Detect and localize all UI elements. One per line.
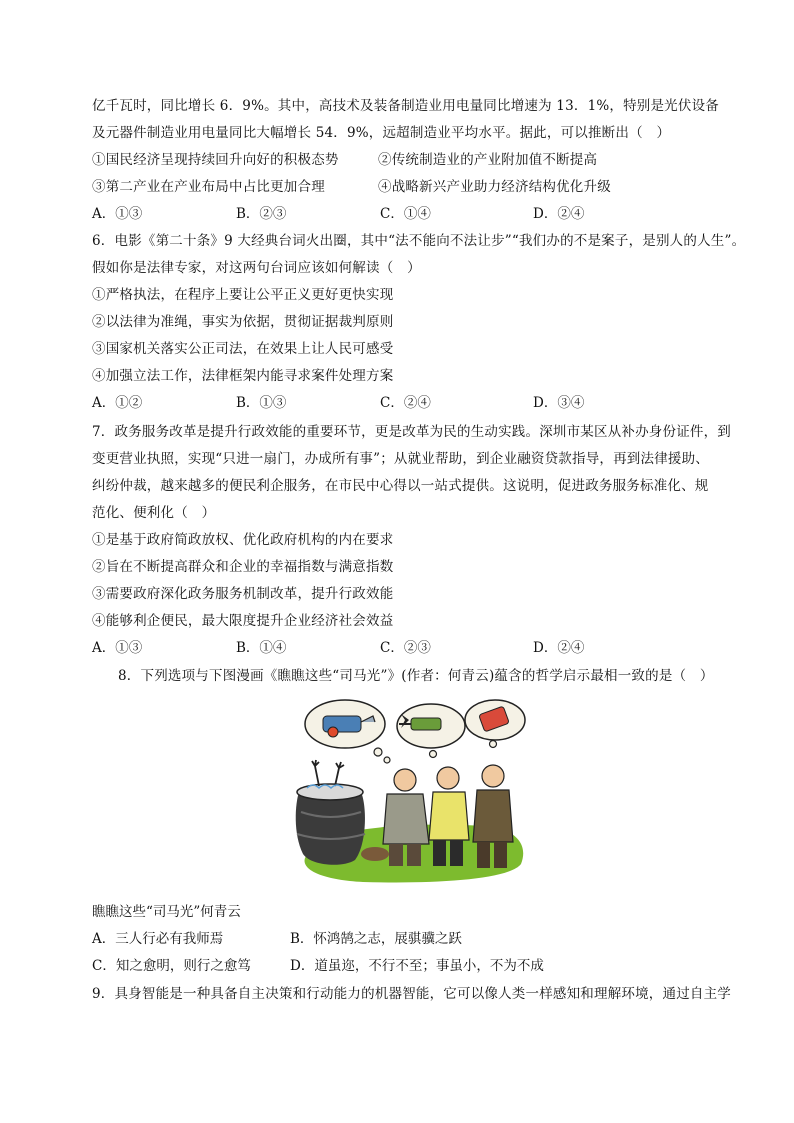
q6-item-1: ①严格执法，在程序上要让公平正义更好更快实现 <box>92 287 394 303</box>
q8-option-b[interactable]: B．怀鸿鹄之志，展骐骥之跃 <box>290 931 462 947</box>
q5-item-2: ②传统制造业的产业附加值不断提高 <box>378 152 598 168</box>
q7-stem-line-4: 范化、便利化（ ） <box>92 505 216 521</box>
q7-item-3: ③需要政府深化政务服务机制改革，提升行政效能 <box>92 586 394 602</box>
man-2-body <box>429 792 469 840</box>
q5-option-a[interactable]: A．①③ <box>92 206 143 222</box>
q5-stem-line-2: 及元器件制造业用电量同比大幅增长 54．9%，远超制造业平均水平。据此，可以推断出（ ） <box>92 125 671 141</box>
q9-stem-line-1: 9．具身智能是一种具备自主决策和行动能力的机器智能，它可以像人类一样感知和理解环境，通过自主学 <box>92 986 731 1002</box>
cartoon-caption: 瞧瞧这些“司马光”何青云 <box>92 904 241 920</box>
q7-stem-line-2: 变更营业执照，实现“只进一扇门，办成所有事”；从就业帮助，到企业融资贷款指导，再到法律援助、 <box>92 451 710 467</box>
q7-stem-line-1: 7．政务服务改革是提升行政效能的重要环节，更是改革为民的生动实践。深圳市某区从补办身份证件，到 <box>92 424 731 440</box>
q6-item-3: ③国家机关落实公正司法，在效果上让人民可感受 <box>92 341 394 357</box>
q8-option-c[interactable]: C．知之愈明，则行之愈笃 <box>92 958 251 974</box>
water-jar <box>296 792 365 865</box>
man-1-body <box>383 794 429 844</box>
q7-item-2: ②旨在不断提高群众和企业的幸福指数与满意指数 <box>92 559 394 575</box>
q8-option-a[interactable]: A．三人行必有我师焉 <box>92 931 224 947</box>
man-1-head <box>394 769 416 791</box>
man-3-body <box>473 790 513 842</box>
q8-option-d[interactable]: D．道虽迩，不行不至；事虽小，不为不成 <box>290 958 544 974</box>
q6-option-b[interactable]: B．①③ <box>236 395 287 411</box>
q7-item-1: ①是基于政府简政放权、优化政府机构的内在要求 <box>92 532 394 548</box>
q7-stem-line-3: 纠纷仲裁，越来越多的便民利企服务，在市民中心得以一站式提供。这说明，促进政务服务标准化、规 <box>92 478 709 494</box>
q8-stem: 8．下列选项与下图漫画《瞧瞧这些“司马光”》(作者：何青云)蕴含的哲学启示最相一致的是（ ） <box>118 668 714 684</box>
q5-stem-line-1: 亿千瓦时，同比增长 6．9%。其中，高技术及装备制造业用电量同比增速为 13．1%，特别是光伏设备 <box>92 98 719 114</box>
q5-option-c[interactable]: C．①④ <box>380 206 431 222</box>
q7-item-4: ④能够利企便民，最大限度提升企业经济社会效益 <box>92 613 394 629</box>
rock <box>361 847 389 861</box>
child-hand-right <box>335 762 344 786</box>
q6-stem-line-2: 假如你是法律专家，对这两句台词应该如何解读（ ） <box>92 260 421 276</box>
q6-option-a[interactable]: A．①② <box>92 395 143 411</box>
q6-option-c[interactable]: C．②④ <box>380 395 431 411</box>
q6-item-4: ④加强立法工作，法律框架内能寻求案件处理方案 <box>92 368 394 384</box>
q7-option-d[interactable]: D．②④ <box>533 640 585 656</box>
child-hand-left <box>312 760 319 786</box>
man-3-head <box>482 765 504 787</box>
q6-stem-line-1: 6．电影《第二十条》9 大经典台词火出圈，其中“法不能向不法让步”“我们办的不是案子，是别人的人生”。 <box>92 233 746 249</box>
cartoon-illustration <box>283 694 529 884</box>
q5-item-4: ④战略新兴产业助力经济结构优化升级 <box>378 179 611 195</box>
q7-option-c[interactable]: C．②③ <box>380 640 431 656</box>
q6-item-2: ②以法律为准绳，事实为依据，贯彻证据裁判原则 <box>92 314 394 330</box>
q7-option-b[interactable]: B．①④ <box>236 640 287 656</box>
q5-option-b[interactable]: B．②③ <box>236 206 287 222</box>
q5-option-d[interactable]: D．②④ <box>533 206 585 222</box>
man-2-head <box>437 767 459 789</box>
q6-option-d[interactable]: D．③④ <box>533 395 585 411</box>
q7-option-a[interactable]: A．①③ <box>92 640 143 656</box>
q5-item-3: ③第二产业在产业布局中占比更加合理 <box>92 179 325 195</box>
q5-item-1: ①国民经济呈现持续回升向好的积极态势 <box>92 152 339 168</box>
